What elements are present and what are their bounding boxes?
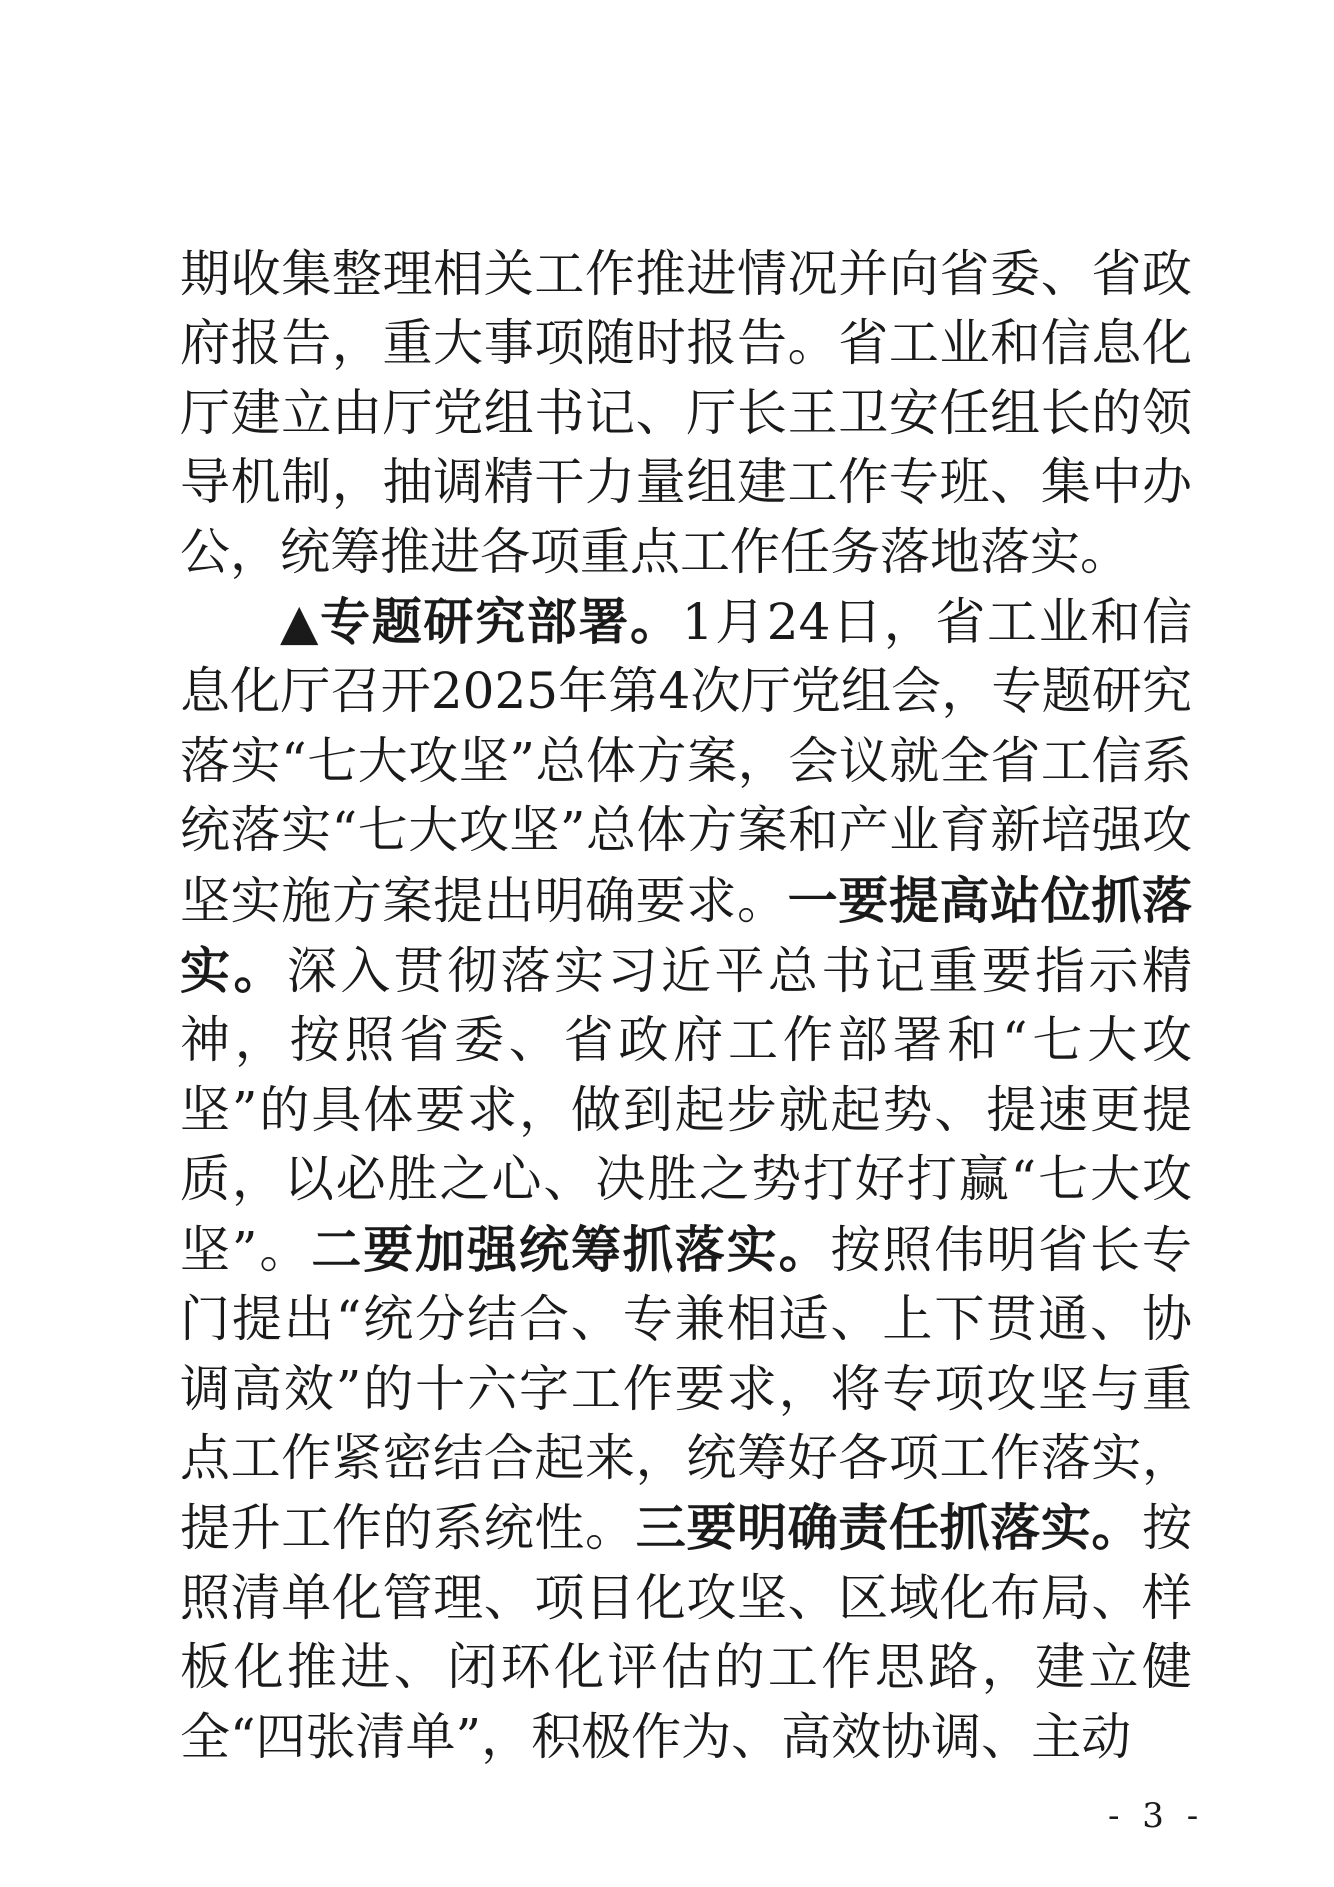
- paragraph-1: [180, 240, 1192, 587]
- requirement-three-heading: 三要明确责任抓落实。: [635, 1498, 1143, 1558]
- paragraph-2-text-4: 按照清单化管理、项目化攻坚、区域化布局、样板化推进、闭环化评估的工作思路，建立健全“四张清单”，积极作为、高效协调、主动: [180, 1499, 1193, 1766]
- paragraph-2-text-2: 深入贯彻落实习近平总书记重要指示精神，按照省委、省政府工作部署和“七大攻坚”的具体要求，做到起步就起势、提速更提质，以必胜之心、决胜之势打好打赢“七大攻坚”。: [180, 942, 1193, 1279]
- paragraph-2-text-1: 1月24日，省工业和信息化厅召开2025年第4次厅党组会，专题研究落实“七大攻坚”总体方案，会议就全省工信系统落实“七大攻坚”总体方案和产业育新培强攻坚实施方案提出明确要求。: [180, 593, 1193, 930]
- paragraph-1-text: 期收集整理相关工作推进情况并向省委、省政府报告，重大事项随时报告。省工业和信息化厅建立由厅党组书记、厅长王卫安任组长的领导机制，抽调精干力量组建工作专班、集中办公，统筹推进各项重点工作任务落地落实。: [180, 245, 1192, 581]
- paragraph-2-text-3: 按照伟明省长专门提出“统分结合、专兼相适、上下贯通、协调高效”的十六字工作要求，将专项攻坚与重点工作紧密结合起来，统筹好各项工作落实，提升工作的系统性。: [180, 1220, 1193, 1558]
- paragraph-2: [180, 587, 1192, 1772]
- document-body: [180, 240, 1192, 1772]
- section-heading-special-study: ▲专题研究部署。: [280, 592, 682, 652]
- page-number: - 3 -: [1108, 1796, 1205, 1836]
- requirement-one-heading: 一要提高站位抓落实。: [180, 870, 1193, 1001]
- requirement-two-heading: 二要加强统筹抓落实。: [311, 1219, 831, 1279]
